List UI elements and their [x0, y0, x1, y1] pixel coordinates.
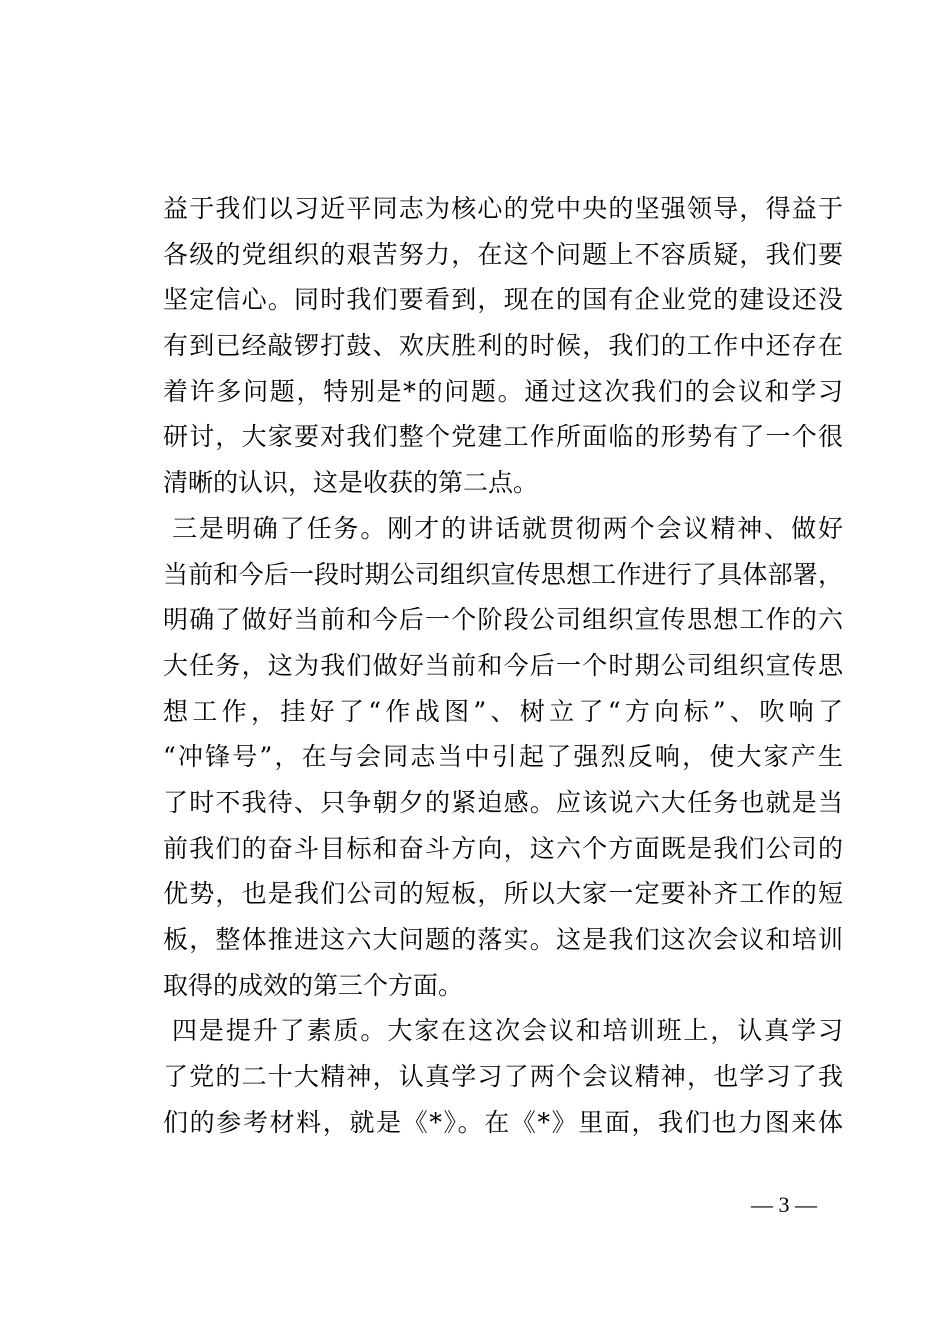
paragraph-start-line: 三是明确了任务。刚才的讲话就贯彻两个会议精神、做好	[172, 513, 843, 543]
text-line: 了时不我待、只争朝夕的紧迫感。应该说六大任务也就是当	[163, 787, 843, 817]
text-line: 益于我们以习近平同志为核心的党中央的坚强领导，得益于	[163, 194, 843, 223]
text-line: 想工作，挂好了“作战图”、树立了“方向标”、吹响了	[163, 696, 843, 726]
text-line: 们的参考材料，就是《*》。在《*》里面，我们也力图来体	[163, 1107, 843, 1137]
text-line: “冲锋号”，在与会同志当中引起了强烈反响，使大家产生	[163, 742, 843, 772]
text-line: 优势，也是我们公司的短板，所以大家一定要补齐工作的短	[163, 879, 843, 909]
text-line: 清晰的认识，这是收获的第二点。	[163, 468, 539, 498]
text-line: 研讨，大家要对我们整个党建工作所面临的形势有了一个很	[163, 422, 843, 452]
text-line: 各级的党组织的艰苦努力，在这个问题上不容质疑，我们要	[163, 239, 843, 269]
body-text	[163, 186, 843, 1145]
text-line: 取得的成效的第三个方面。	[163, 970, 464, 1000]
text-line: 坚定信心。同时我们要看到，现在的国有企业党的建设还没	[163, 285, 843, 315]
paragraph-start-line: 四是提升了素质。大家在这次会议和培训班上，认真学习	[172, 1016, 843, 1046]
text-line: 大任务，这为我们做好当前和今后一个时期公司组织宣传思	[163, 650, 843, 680]
text-line: 了党的二十大精神，认真学习了两个会议精神，也学习了我	[163, 1062, 843, 1092]
text-line: 有到已经敲锣打鼓、欢庆胜利的时候，我们的工作中还存在	[163, 331, 843, 361]
text-line: 明确了做好当前和今后一个阶段公司组织宣传思想工作的六	[163, 605, 843, 635]
page-number: — 3 —	[751, 1192, 817, 1217]
text-line: 前我们的奋斗目标和奋斗方向，这六个方面既是我们公司的	[163, 833, 843, 863]
text-line: 板，整体推进这六大问题的落实。这是我们这次会议和培训	[163, 925, 843, 954]
text-line: 着许多问题，特别是*的问题。通过这次我们的会议和学习	[163, 376, 843, 406]
text-line: 当前和今后一段时期公司组织宣传思想工作进行了具体部署，	[163, 559, 843, 589]
